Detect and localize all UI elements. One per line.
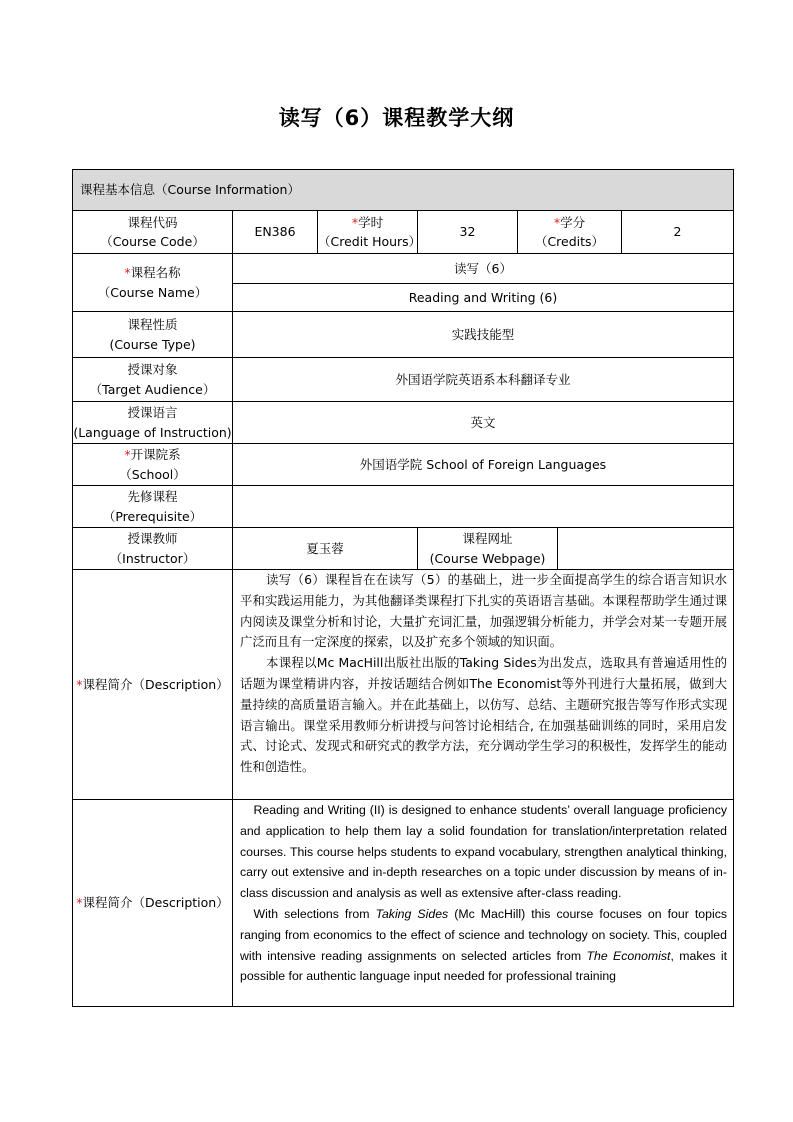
required-mark: * <box>124 447 131 463</box>
required-mark: * <box>76 676 83 692</box>
description-en-label-text: 课程简介（Description） <box>82 895 229 911</box>
course-info-header <box>72 169 734 211</box>
course-type-label-cn: 课程性质 <box>127 317 178 333</box>
audience-label-cn: 授课对象 <box>127 362 178 378</box>
credits-value-text: 2 <box>673 224 682 240</box>
course-code-label-cn: 课程代码 <box>127 214 178 230</box>
hours-value <box>417 210 518 254</box>
webpage-value[interactable] <box>557 527 734 570</box>
webpage-label-en: (Course Webpage) <box>429 550 546 566</box>
description-en-para2 <box>240 904 727 987</box>
credits-label-cn: 学分 <box>560 214 586 230</box>
instructor-label <box>72 527 233 570</box>
instructor-label-cn: 授课教师 <box>127 531 178 547</box>
description-cn-para1: 读写（6）课程旨在在读写（5）的基础上，进一步全面提高学生的综合语言知识水平和实践运用能力，为其他翻译类课程打下扎实的英语语言基础。本课程帮助学生通过课内阅读及课堂分析和讨论，大量扩充词汇量，加强逻辑分析能力，并学会对某一专题开展广泛而且有一定深度的探索，以及扩充多个领域的知识面。 <box>240 572 727 650</box>
course-name-cn: 读写（6） <box>454 260 512 276</box>
hours-label <box>317 210 422 254</box>
course-info-header-text: 课程基本信息（Course Information） <box>80 182 300 198</box>
school-value <box>232 443 734 486</box>
language-value <box>232 401 734 444</box>
description-en-para1: Reading and Writing (II) is designed to enhance students’ overall language proficiency and application to help them lay a solid foundation for translation/interpretation related courses. This course helps students to expand vocabulary, strengthen analytical thinking, carry out extensive and in-depth researches on a topic under discussion by means of in-class discussion and analysis as well as extensive after-class reading. <box>240 803 727 901</box>
course-name-label <box>72 253 233 312</box>
description-en-para2-a: With selections from <box>253 906 376 921</box>
school-label <box>72 443 233 486</box>
hours-label-cn: 学时 <box>358 214 384 230</box>
language-label <box>72 401 233 444</box>
taking-sides-title: Taking Sides <box>375 906 449 921</box>
audience-label-en: （Target Audience） <box>89 381 216 397</box>
required-mark: * <box>76 895 83 911</box>
course-type-value-text: 实践技能型 <box>451 326 515 342</box>
prerequisite-value <box>232 485 734 528</box>
audience-value-text: 外国语学院英语系本科翻译专业 <box>395 371 571 387</box>
credits-label <box>517 210 622 254</box>
required-mark: * <box>124 265 131 281</box>
school-label-cn: 开课院系 <box>130 447 181 463</box>
required-mark: * <box>553 214 561 230</box>
course-name-label-cn: 课程名称 <box>130 265 181 281</box>
prerequisite-label-cn: 先修课程 <box>127 489 178 505</box>
description-cn-para2: 本课程以Mc MacHill出版社出版的Taking Sides为出发点，选取具有普遍适用性的话题为课堂精讲内容，并按话题结合例如The Economist等外刊进行大量拓展，做到大量持续的高质量语言输入。并在此基础上，以仿写、总结、主题研究报告等写作形式实现语言输出。课堂采用教师分析讲授与问答讨论相结合, 在加强基础训练的同时，采用启发式、讨论式、发现式和研究式的教学方法，充分调动学生学习的积极性，发挥学生的能动性和创造性。 <box>240 655 727 775</box>
course-code-label <box>72 210 233 254</box>
description-cn-label <box>72 569 233 800</box>
course-name-cn-cell <box>232 253 734 284</box>
prerequisite-label <box>72 485 233 528</box>
webpage-label-cn: 课程网址 <box>462 531 513 547</box>
hours-label-en: （Credit Hours） <box>318 234 422 249</box>
school-label-en: （School） <box>119 466 186 482</box>
description-en-label <box>72 799 233 1007</box>
description-cn-body <box>240 570 727 798</box>
description-en-para2-c: (Mc MacHill) this course focuses on four topics ranging from economics to the effect of science and technology on society. This, coupled with intensive reading assignments on selected articles from <box>240 906 727 963</box>
credits-label-en: （Credits） <box>534 234 605 249</box>
language-value-text: 英文 <box>470 414 496 430</box>
language-label-en: (Language of Instruction) <box>73 424 232 440</box>
school-value-text: 外国语学院 School of Foreign Languages <box>359 456 607 472</box>
page-title: 读写（6）课程教学大纲 <box>278 106 515 130</box>
course-code-label-en: （Course Code） <box>100 234 205 249</box>
economist-title: The Economist <box>586 948 671 963</box>
course-name-en-cell <box>232 283 734 312</box>
credits-value <box>621 210 734 254</box>
audience-label <box>72 357 233 402</box>
language-label-cn: 授课语言 <box>127 405 178 421</box>
description-cn-label-text: 课程简介（Description） <box>82 676 229 692</box>
webpage-label <box>417 527 558 570</box>
course-name-label-en: （Course Name） <box>97 284 208 300</box>
instructor-label-en: （Instructor） <box>109 550 196 566</box>
instructor-value-text: 夏玉蓉 <box>306 540 344 556</box>
course-type-label <box>72 311 233 358</box>
course-type-value <box>232 311 734 358</box>
audience-value <box>232 357 734 402</box>
hours-value-text: 32 <box>459 224 476 240</box>
course-type-label-en: (Course Type) <box>109 336 196 352</box>
required-mark: * <box>351 214 359 230</box>
prerequisite-label-en: （Prerequisite） <box>102 508 203 524</box>
course-code-value-text: EN386 <box>254 224 296 240</box>
course-name-en: Reading and Writing (6) <box>408 289 558 305</box>
course-code-value <box>232 210 318 254</box>
description-en-body <box>240 800 727 1005</box>
instructor-value <box>232 527 418 570</box>
description-en-para2-e: , makes it possible for authentic language input needed for professional training <box>240 948 727 984</box>
